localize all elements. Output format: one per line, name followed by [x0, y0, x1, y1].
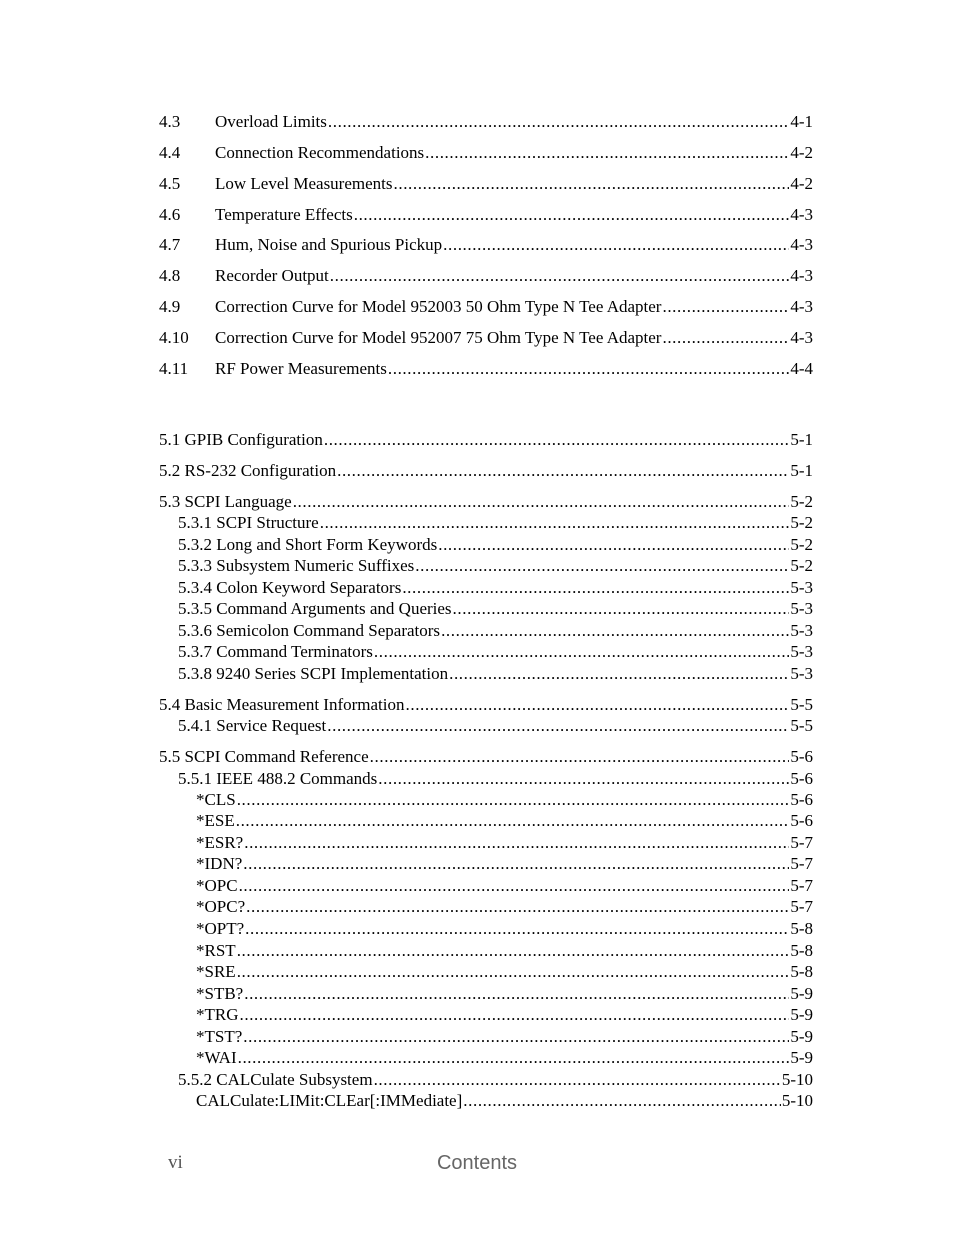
- toc-entry[interactable]: [159, 111, 813, 133]
- toc-entry[interactable]: [159, 429, 813, 451]
- toc-entry-title: *TST?: [196, 1027, 243, 1046]
- toc-entry-number: 4.9: [159, 297, 181, 316]
- toc-leader-dots: [662, 296, 789, 318]
- toc-leader-dots: [324, 429, 789, 451]
- toc-entry-title: *ESR?: [196, 833, 244, 852]
- toc-entry[interactable]: [196, 1026, 813, 1048]
- toc-leader-dots: [239, 875, 790, 897]
- toc-leader-dots: [463, 1090, 781, 1112]
- toc-entry-page: 5-10: [781, 1091, 813, 1110]
- toc-entry-page: 5-2: [790, 535, 813, 554]
- toc-leader-dots: [320, 512, 790, 534]
- toc-entry-page: 5-1: [790, 461, 813, 480]
- toc-entry[interactable]: [159, 142, 813, 164]
- toc-entry-title: 5.3.2 Long and Short Form Keywords: [178, 535, 438, 554]
- toc-entry-title: 5.5 SCPI Command Reference: [159, 747, 369, 766]
- toc-entry-title: 5.3.7 Command Terminators: [178, 642, 373, 661]
- toc-entry-page: 5-2: [790, 492, 813, 511]
- toc-entry[interactable]: [196, 810, 813, 832]
- toc-entry[interactable]: [178, 641, 813, 663]
- toc-leader-dots: [394, 173, 790, 195]
- toc-leader-dots: [443, 234, 789, 256]
- toc-entry-page: 4-4: [790, 359, 813, 378]
- toc-entry-page: 5-7: [790, 876, 813, 895]
- toc-entry[interactable]: [159, 491, 813, 513]
- toc-entry-title: 5.3.8 9240 Series SCPI Implementation: [178, 664, 449, 683]
- toc-entry-title: Correction Curve for Model 952007 75 Ohm Type N Tee Adapter: [215, 328, 662, 347]
- toc-leader-dots: [243, 853, 789, 875]
- toc-leader-dots: [388, 358, 789, 380]
- toc-entry[interactable]: [178, 555, 813, 577]
- toc-entry-page: 5-6: [790, 769, 813, 788]
- toc-entry[interactable]: [178, 512, 813, 534]
- toc-leader-dots: [449, 663, 789, 685]
- toc-entry[interactable]: [159, 327, 813, 349]
- toc-leader-dots: [236, 810, 790, 832]
- toc-entry-title: Correction Curve for Model 952003 50 Ohm Type N Tee Adapter: [215, 297, 662, 316]
- toc-leader-dots: [244, 832, 789, 854]
- toc-entry[interactable]: [178, 715, 813, 737]
- toc-entry[interactable]: [159, 234, 813, 256]
- toc-entry-title: Hum, Noise and Spurious Pickup: [215, 235, 443, 254]
- toc-entry[interactable]: [196, 1090, 813, 1112]
- toc-entry[interactable]: [178, 768, 813, 790]
- toc-leader-dots: [237, 789, 790, 811]
- toc-entry[interactable]: [159, 460, 813, 482]
- toc-entry-number: 4.6: [159, 205, 181, 224]
- toc-leader-dots: [354, 204, 790, 226]
- toc-entry-title: *STB?: [196, 984, 244, 1003]
- toc-leader-dots: [415, 555, 789, 577]
- toc-entry-page: 5-8: [790, 919, 813, 938]
- toc-entry-title: 5.3.1 SCPI Structure: [178, 513, 319, 532]
- toc-leader-dots: [238, 1047, 790, 1069]
- toc-entry-page: 4-3: [790, 205, 813, 224]
- toc-entry[interactable]: [178, 620, 813, 642]
- toc-entry[interactable]: [178, 577, 813, 599]
- footer-page-number: vi: [168, 1152, 183, 1173]
- toc-entry[interactable]: [159, 173, 813, 195]
- toc-entry-title: 5.4 Basic Measurement Information: [159, 695, 405, 714]
- toc-entry-title: CALCulate:LIMit:CLEar[:IMMediate]: [196, 1091, 463, 1110]
- toc-entry[interactable]: [159, 358, 813, 380]
- toc-entry[interactable]: [159, 204, 813, 226]
- toc-entry-page: 5-5: [790, 695, 813, 714]
- toc-entry-title: *SRE: [196, 962, 236, 981]
- toc-entry[interactable]: [196, 832, 813, 854]
- toc-entry-page: 5-7: [790, 833, 813, 852]
- toc-leader-dots: [327, 715, 789, 737]
- toc-entry-page: 5-3: [790, 578, 813, 597]
- toc-entry-page: 5-9: [790, 984, 813, 1003]
- toc-entry-page: 5-9: [790, 1005, 813, 1024]
- toc-entry-title: *OPT?: [196, 919, 245, 938]
- toc-entry-title: RF Power Measurements: [215, 359, 387, 378]
- toc-entry-page: 5-3: [790, 642, 813, 661]
- toc-entry-page: 4-1: [790, 112, 813, 131]
- toc-entry-number: 4.11: [159, 359, 189, 378]
- toc-entry-number: 4.4: [159, 143, 181, 162]
- toc-entry-page: 4-3: [790, 235, 813, 254]
- toc-entry-title: 5.3.6 Semicolon Command Separators: [178, 621, 441, 640]
- toc-entry-page: 5-6: [790, 747, 813, 766]
- toc-entry-page: 5-7: [790, 854, 813, 873]
- toc-leader-dots: [438, 534, 789, 556]
- toc-leader-dots: [240, 1004, 790, 1026]
- toc-leader-dots: [337, 460, 789, 482]
- toc-entry-page: 5-7: [790, 897, 813, 916]
- toc-entry-page: 5-2: [790, 556, 813, 575]
- toc-entry-title: 5.5.1 IEEE 488.2 Commands: [178, 769, 378, 788]
- toc-entry[interactable]: [196, 853, 813, 875]
- toc-entry-title: 5.2 RS-232 Configuration: [159, 461, 337, 480]
- toc-entry-page: 5-8: [790, 962, 813, 981]
- toc-leader-dots: [370, 746, 790, 768]
- toc-leader-dots: [245, 918, 789, 940]
- toc-entry[interactable]: [196, 918, 813, 940]
- toc-leader-dots: [406, 694, 790, 716]
- toc-leader-dots: [662, 327, 789, 349]
- footer-section-title: Contents: [436, 1152, 518, 1174]
- toc-leader-dots: [237, 961, 790, 983]
- toc-leader-dots: [425, 142, 789, 164]
- toc-entry-title: *IDN?: [196, 854, 243, 873]
- toc-entry-title: *ESE: [196, 811, 235, 830]
- toc-entry-page: 5-3: [790, 621, 813, 640]
- toc-entry-number: 4.7: [159, 235, 181, 254]
- toc-entry[interactable]: [159, 296, 813, 318]
- toc-leader-dots: [374, 1069, 781, 1091]
- toc-leader-dots: [453, 598, 790, 620]
- toc-entry-page: 5-3: [790, 599, 813, 618]
- toc-entry[interactable]: [196, 1004, 813, 1026]
- toc-entry[interactable]: [159, 265, 813, 287]
- toc-entry-title: *OPC?: [196, 897, 246, 916]
- toc-entry-page: 5-6: [790, 790, 813, 809]
- toc-entry[interactable]: [196, 940, 813, 962]
- toc-entry-page: 5-10: [781, 1070, 813, 1089]
- toc-entry[interactable]: [178, 1069, 813, 1091]
- toc-entry-title: 5.1 GPIB Configuration: [159, 430, 323, 449]
- toc-entry-page: 4-2: [790, 174, 813, 193]
- toc-entry[interactable]: [196, 1047, 813, 1069]
- toc-leader-dots: [441, 620, 789, 642]
- toc-leader-dots: [374, 641, 789, 663]
- toc-entry-title: *RST: [196, 941, 236, 960]
- toc-entry-title: *CLS: [196, 790, 236, 809]
- toc-entry-page: 4-2: [790, 143, 813, 162]
- toc-entry-title: 5.3 SCPI Language: [159, 492, 292, 511]
- toc-entry-title: 5.5.2 CALCulate Subsystem: [178, 1070, 373, 1089]
- toc-leader-dots: [244, 983, 789, 1005]
- toc-leader-dots: [330, 265, 790, 287]
- toc-entry[interactable]: [178, 534, 813, 556]
- toc-entry-page: 5-9: [790, 1027, 813, 1046]
- toc-entry-page: 5-3: [790, 664, 813, 683]
- toc-leader-dots: [237, 940, 790, 962]
- toc-entry[interactable]: [196, 961, 813, 983]
- toc-entry[interactable]: [178, 663, 813, 685]
- toc-entry[interactable]: [178, 598, 813, 620]
- toc-entry-page: 4-3: [790, 328, 813, 347]
- toc-entry-title: Overload Limits: [215, 112, 327, 131]
- toc-entry-title: *OPC: [196, 876, 238, 895]
- toc-entry-number: 4.8: [159, 266, 181, 285]
- toc-entry-page: 5-9: [790, 1048, 813, 1067]
- toc-entry-title: Temperature Effects: [215, 205, 353, 224]
- toc-leader-dots: [293, 491, 790, 513]
- toc-entry-title: *WAI: [196, 1048, 237, 1067]
- toc-entry-page: 5-6: [790, 811, 813, 830]
- toc-leader-dots: [243, 1026, 789, 1048]
- toc-entry-title: 5.3.4 Colon Keyword Separators: [178, 578, 402, 597]
- toc-entry-title: Low Level Measurements: [215, 174, 393, 193]
- toc-entry[interactable]: [196, 896, 813, 918]
- toc-entry-number: 4.5: [159, 174, 181, 193]
- toc-entry-page: 5-8: [790, 941, 813, 960]
- toc-entry-number: 4.10: [159, 328, 189, 347]
- toc-entry-title: Recorder Output: [215, 266, 329, 285]
- toc-entry[interactable]: [159, 746, 813, 768]
- toc-entry[interactable]: [196, 789, 813, 811]
- toc-entry-number: 4.3: [159, 112, 181, 131]
- toc-leader-dots: [246, 896, 789, 918]
- toc-entry-title: 5.4.1 Service Request: [178, 716, 327, 735]
- toc-entry[interactable]: [196, 983, 813, 1005]
- toc-entry-title: Connection Recommendations: [215, 143, 425, 162]
- toc-entry-page: 5-2: [790, 513, 813, 532]
- toc-entry-page: 4-3: [790, 297, 813, 316]
- toc-entry-title: 5.3.5 Command Arguments and Queries: [178, 599, 452, 618]
- toc-entry-title: 5.3.3 Subsystem Numeric Suffixes: [178, 556, 415, 575]
- toc-entry-page: 5-5: [790, 716, 813, 735]
- toc-leader-dots: [378, 768, 789, 790]
- toc-entry-page: 5-1: [790, 430, 813, 449]
- toc-entry[interactable]: [196, 875, 813, 897]
- toc-entry[interactable]: [159, 694, 813, 716]
- toc-entry-page: 4-3: [790, 266, 813, 285]
- toc-leader-dots: [402, 577, 789, 599]
- toc-leader-dots: [328, 111, 789, 133]
- toc-entry-title: *TRG: [196, 1005, 239, 1024]
